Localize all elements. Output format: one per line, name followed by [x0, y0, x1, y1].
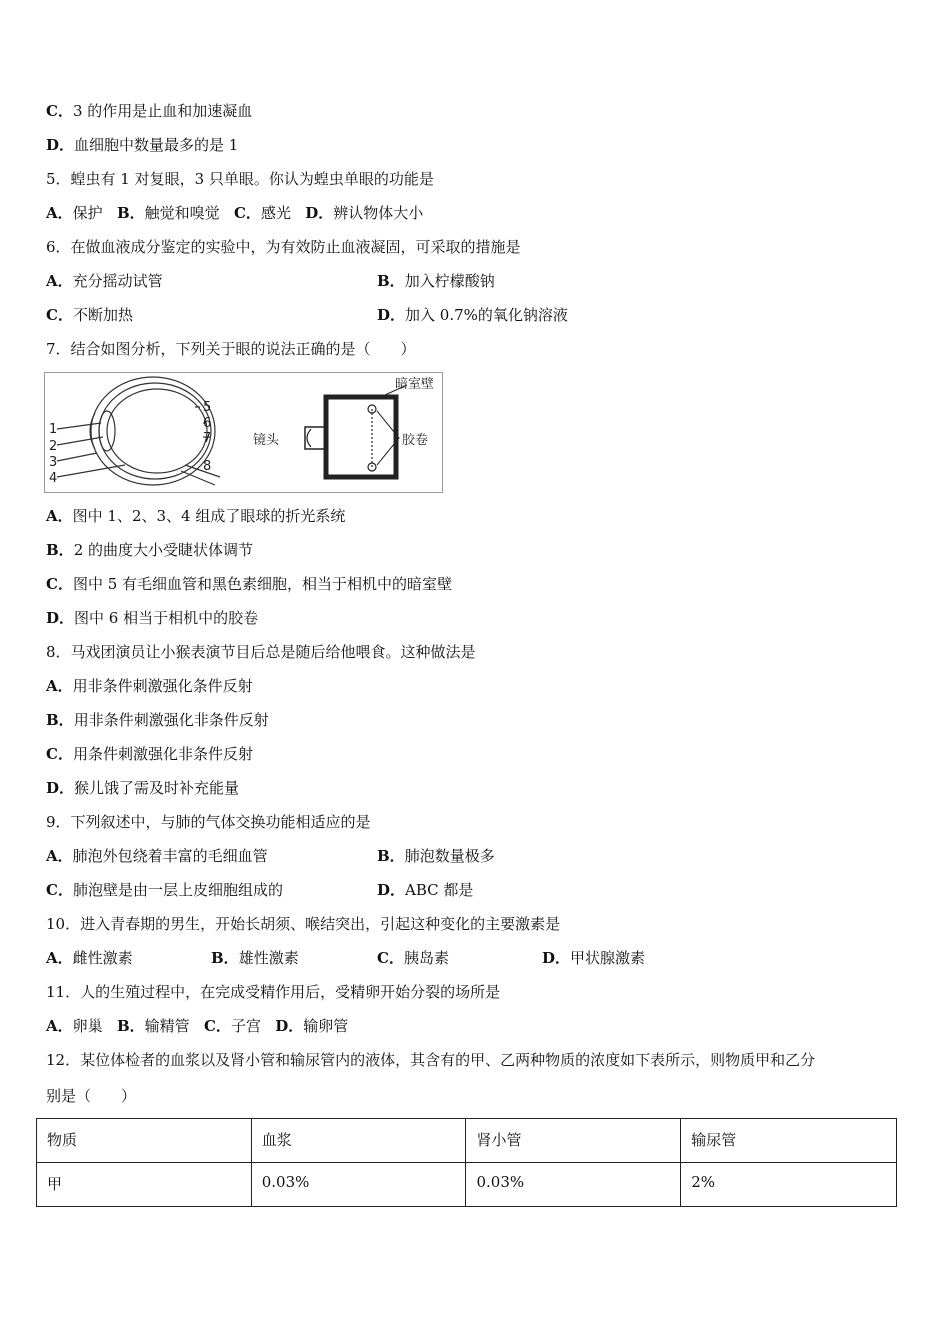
- option-label: A．: [46, 272, 73, 290]
- option-label: D．: [46, 136, 75, 154]
- option-text: 肺泡外包绕着丰富的毛细血管: [72, 847, 268, 865]
- question-6: 6．在做血液成分鉴定的实验中，为有效防止血液凝固，可采取的措施是: [46, 238, 521, 256]
- option-label: A．: [46, 677, 73, 695]
- option-text: 图中 1、2、3、4 组成了眼球的折光系统: [72, 507, 346, 525]
- option-text: 雄性激素: [238, 949, 299, 967]
- camera-lens: [307, 429, 311, 447]
- concentration-table: [36, 1118, 897, 1207]
- option-text: 3 的作用是止血和加速凝血: [72, 102, 253, 120]
- eye-camera-figure: [44, 372, 443, 493]
- camera-label-film: 胶卷: [402, 433, 429, 448]
- question-12-line-1: 12．某位体检者的血浆以及肾小管和输尿管内的液体，其含有的甲、乙两种物质的浓度如下表所示，则物质甲和乙分: [46, 1051, 816, 1069]
- option-label: C．: [46, 881, 73, 899]
- eyeball-retina: [107, 389, 207, 473]
- table-row: [37, 1163, 897, 1207]
- table-header-row: [37, 1119, 897, 1163]
- option-text: 子宫: [230, 1017, 261, 1035]
- option-label: D．: [542, 949, 571, 967]
- option-label: B．: [116, 1017, 145, 1035]
- question-7-option-d: [46, 608, 258, 628]
- eyeball-inner-layer: [99, 383, 211, 479]
- option-text: 输精管: [144, 1017, 190, 1035]
- question-6-option-c: [46, 305, 133, 325]
- question-8-option-d: [46, 778, 239, 798]
- option-text: 图中 6 相当于相机中的胶卷: [74, 609, 259, 627]
- eye-label-2: 2: [49, 439, 58, 454]
- question-6-option-d: [377, 305, 568, 325]
- camera-label-lens: 镜头: [253, 433, 280, 448]
- option-text: 输卵管: [303, 1017, 349, 1035]
- eye-camera-diagram: [45, 373, 442, 492]
- option-label: C．: [46, 745, 73, 763]
- option-text: 加入 0.7%的氧化钠溶液: [405, 306, 568, 324]
- option-text: 甲状腺激素: [570, 949, 646, 967]
- option-label: C．: [233, 204, 261, 222]
- question-8-option-c: [46, 744, 253, 764]
- eye-label-4: 4: [49, 471, 58, 486]
- camera-lens-barrel: [305, 427, 325, 449]
- option-label: C．: [377, 949, 404, 967]
- table-header-cell: 输尿管: [681, 1119, 897, 1163]
- question-8-option-b: [46, 710, 269, 730]
- question-9-option-a: [46, 846, 268, 866]
- option-label: A．: [46, 507, 73, 525]
- option-label: B．: [46, 711, 74, 729]
- question-5: 5．蝗虫有 1 对复眼，3 只单眼。你认为蝗虫单眼的功能是: [46, 170, 434, 188]
- question-7-option-b: [46, 540, 253, 560]
- option-label: C．: [203, 1017, 231, 1035]
- question-7-option-c: [46, 574, 452, 594]
- eye-label-6: 6: [203, 416, 212, 431]
- table-cell: 0.03%: [466, 1163, 681, 1207]
- option-text: 保护: [72, 204, 103, 222]
- option-label: B．: [377, 272, 405, 290]
- question-9-option-d: [377, 880, 473, 900]
- question-9-option-c: [46, 880, 283, 900]
- question-6-option-b: [377, 271, 495, 291]
- option-text: 感光: [260, 204, 291, 222]
- question-10: 10．进入青春期的男生，开始长胡须、喉结突出，引起这种变化的主要激素是: [46, 915, 561, 933]
- question-7-option-a: [46, 506, 345, 526]
- option-label: D．: [275, 1017, 304, 1035]
- option-label: D．: [377, 306, 406, 324]
- table-header-cell: 物质: [37, 1119, 252, 1163]
- option-text: 用条件刺激强化非条件反射: [72, 745, 253, 763]
- option-label: A．: [46, 1017, 73, 1035]
- option-text: 充分摇动试管: [72, 272, 163, 290]
- option-text: 触觉和嗅觉: [144, 204, 220, 222]
- option-text: 雌性激素: [72, 949, 133, 967]
- table-header-cell: 血浆: [251, 1119, 466, 1163]
- eye-label-3: 3: [49, 455, 58, 470]
- option-text: 不断加热: [72, 306, 133, 324]
- option-label: B．: [377, 847, 405, 865]
- option-text: 加入柠檬酸钠: [404, 272, 495, 290]
- leader-line-1: [57, 423, 101, 429]
- leader-line-2: [57, 437, 103, 445]
- option-text: 肺泡数量极多: [404, 847, 495, 865]
- question-5-options: [46, 203, 423, 223]
- option-label: A．: [46, 847, 73, 865]
- option-label: D．: [46, 609, 75, 627]
- option-label: B．: [46, 541, 74, 559]
- leader-line-3: [57, 453, 97, 461]
- option-label: D．: [377, 881, 406, 899]
- question-6-option-a: [46, 271, 163, 291]
- eye-label-5: 5: [203, 400, 212, 415]
- option-text: 胰岛素: [403, 949, 449, 967]
- eye-label-8: 8: [203, 459, 212, 474]
- question-9: 9．下列叙述中，与肺的气体交换功能相适应的是: [46, 813, 371, 831]
- option-text: 2 的曲度大小受睫状体调节: [73, 541, 254, 559]
- option-c-line: [46, 101, 252, 121]
- table-cell: 甲: [37, 1163, 252, 1207]
- option-text: ABC 都是: [405, 881, 474, 899]
- question-8: 8．马戏团演员让小猴表演节目后总是随后给他喂食。这种做法是: [46, 643, 476, 661]
- question-8-option-a: [46, 676, 253, 696]
- question-11: 11．人的生殖过程中，在完成受精作用后，受精卵开始分裂的场所是: [46, 983, 501, 1001]
- question-12-line-2: 别是（ ）: [46, 1087, 137, 1105]
- option-text: 猴儿饿了需及时补充能量: [74, 779, 240, 797]
- question-10-option-c: [377, 948, 449, 968]
- option-text: 血细胞中数量最多的是 1: [74, 136, 239, 154]
- option-label: B．: [116, 204, 145, 222]
- option-label: D．: [305, 204, 334, 222]
- table-cell: 0.03%: [251, 1163, 466, 1207]
- camera-label-wall: 暗室壁: [395, 377, 435, 392]
- option-label: A．: [46, 949, 73, 967]
- option-text: 辨认物体大小: [333, 204, 424, 222]
- option-text: 用非条件刺激强化条件反射: [72, 677, 253, 695]
- table-cell: 2%: [681, 1163, 897, 1207]
- question-11-options: [46, 1016, 348, 1036]
- option-text: 卵巢: [72, 1017, 103, 1035]
- table-header-cell: 肾小管: [466, 1119, 681, 1163]
- option-text: 用非条件刺激强化非条件反射: [73, 711, 269, 729]
- option-d-line: [46, 135, 238, 155]
- eye-label-7: 7: [203, 431, 212, 446]
- option-text: 图中 5 有毛细血管和黑色素细胞，相当于相机中的暗室壁: [72, 575, 453, 593]
- question-7: 7．结合如图分析，下列关于眼的说法正确的是（ ）: [46, 340, 416, 358]
- option-label: B．: [211, 949, 239, 967]
- leader-line-4: [57, 465, 125, 477]
- eye-label-1: 1: [49, 422, 58, 437]
- option-label: A．: [46, 204, 73, 222]
- option-label: C．: [46, 306, 73, 324]
- option-label: C．: [46, 575, 73, 593]
- question-10-option-b: [211, 948, 299, 968]
- camera-body: [326, 397, 396, 477]
- option-label: D．: [46, 779, 75, 797]
- question-10-option-a: [46, 948, 133, 968]
- option-text: 肺泡壁是由一层上皮细胞组成的: [72, 881, 283, 899]
- question-9-option-b: [377, 846, 495, 866]
- question-10-option-d: [542, 948, 645, 968]
- option-label: C．: [46, 102, 73, 120]
